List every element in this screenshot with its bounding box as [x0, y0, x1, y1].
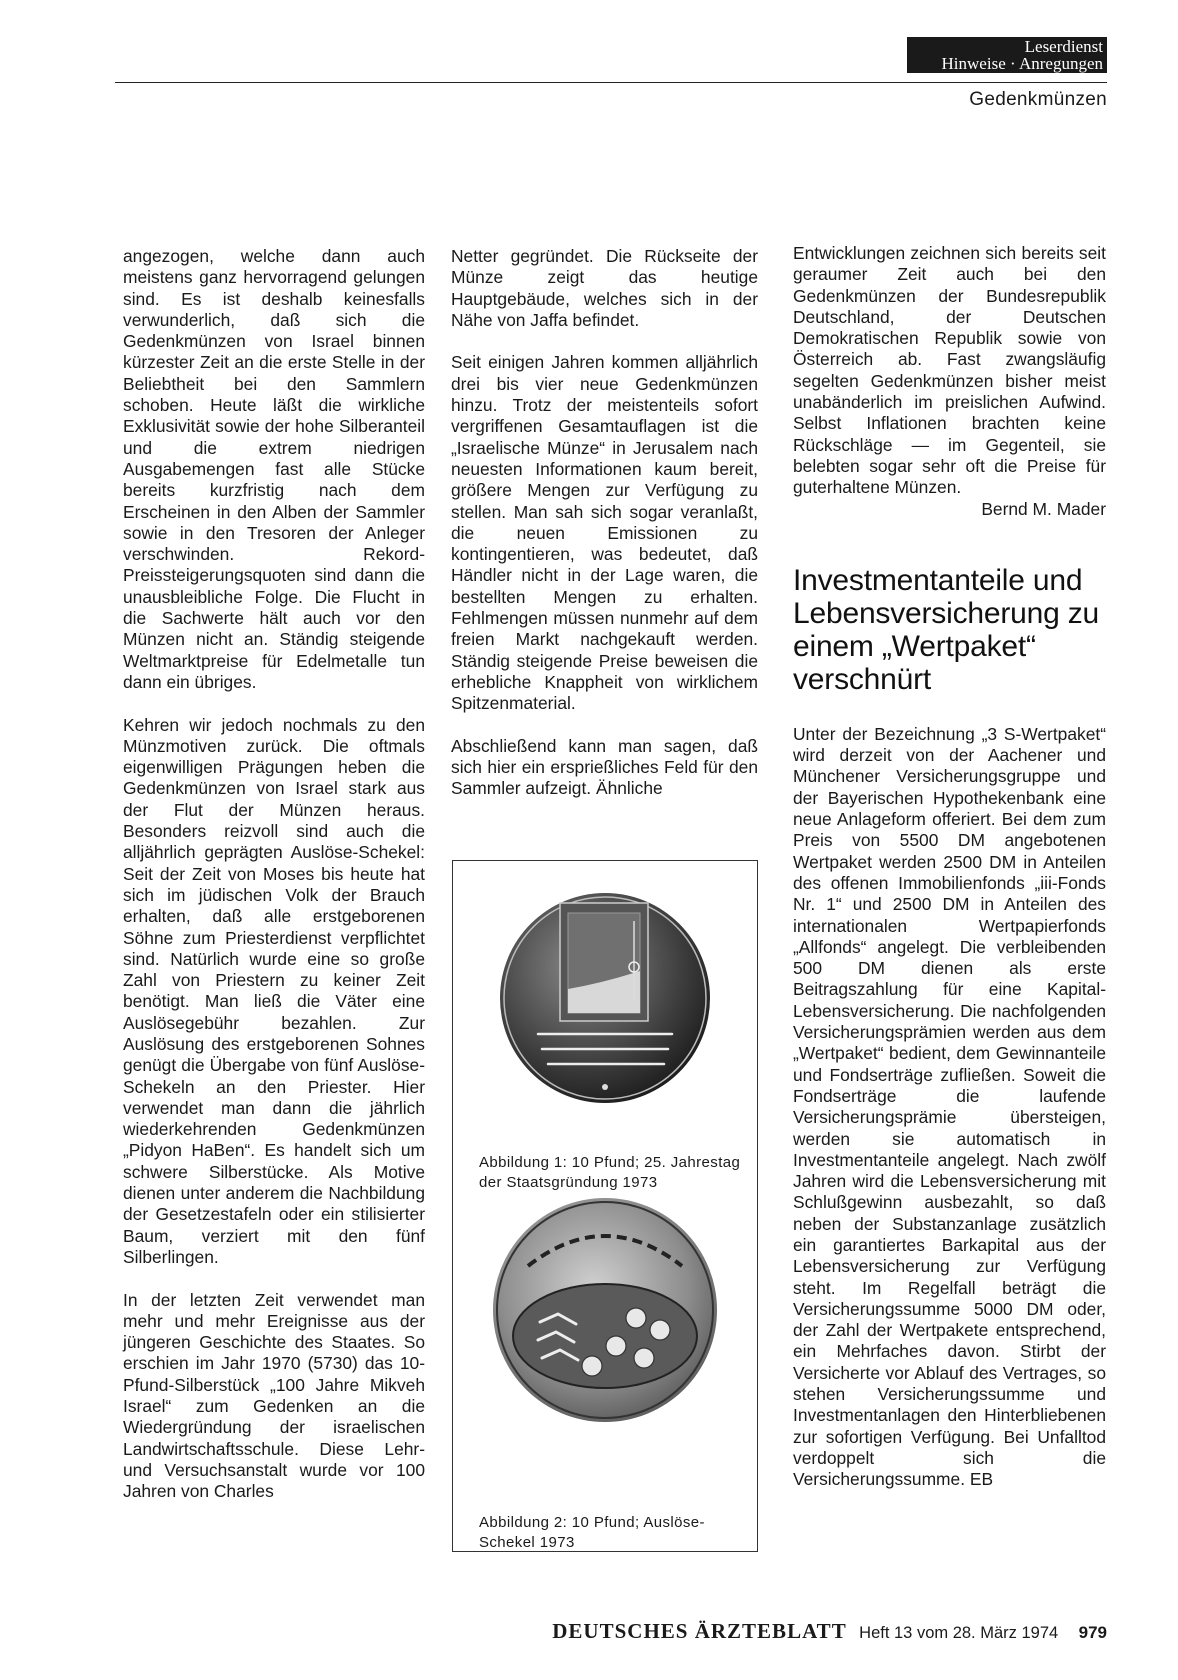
header-line-leserdienst: Leserdienst	[1024, 37, 1103, 56]
magazine-title: DEUTSCHES ÄRZTEBLATT	[552, 1619, 847, 1643]
paragraph: angezogen, welche dann auch meistens ganz hervorragend gelungen sind. Es ist deshalb keinesfalls verwunderlich, daß sich die Gedenkmünzen von Israel binnen kürzester Zeit an die erste Stelle in der Beliebtheit bei den Sammlern schoben. Heute läßt die wirkliche Exklusivität sowie der hohe Silberanteil und die extrem niedrigen Ausgabemengen fast alle Stücke bereits kurzfristig nach dem Erscheinen in den Alben der Sammler sowie in den Tresoren der Anleger verschwinden. Rekord-Preissteigerungsquoten sind dann die unausbleibliche Folge. Die Flucht in die Sachwerte hält auch vor den Münzen nicht an. Ständig steigende Weltmarktpreise für Edelmetalle tun dann ein übriges.	[123, 246, 425, 692]
paragraph: Unter der Bezeichnung „3 S-Wertpaket“ wird derzeit von der Aachener und Münchener Versicherungsgruppe und der Bayerischen Hypothekenbank eine neue Anlageform offeriert. Bei dem zum Preis von 5500 DM angebotenen Wertpaket werden 2500 DM in Anteilen des offenen Immobilienfonds „iii-Fonds Nr. 1“ und 2500 DM in Anteilen des internationalen Wertpapierfonds „Allfonds“ angelegt. Die verbleibenden 500 DM dienen als erste Beitragszahlung für eine Kapital-Lebensversicherung. Die nachfolgenden Versicherungsprämien werden aus dem „Wertpaket“ bedient, dem Gewinnanteile und Fondserträge zufließen. Soweit die Fondserträge die laufende Versicherungsprämie übersteigen, werden sie automatisch in Investmentanteile angelegt. Nach zwölf Jahren wird die Lebensversicherung mit Schlußgewinn ausbezahlt, so daß neben der Substanzanlage zusätzlich ein garantiertes Barkapital aus der Lebensversicherung zur Verfügung steht. Im Regelfall beträgt die Versicherungssumme 5000 DM oder, der Zahl der Wertpakete entsprechend, ein Mehrfaches davon. Stirbt der Versicherte vor Ablauf des Vertrages, so stehen Versicherungssumme und Investmentanlagen den Hinterbliebenen zur sofortigen Verfügung. Bei Unfalltod verdoppelt sich die Versicherungssumme. EB	[793, 723, 1106, 1490]
issue-info: Heft 13 vom 28. März 1974	[859, 1624, 1059, 1642]
text-column-2	[451, 246, 758, 800]
coin-image-1	[498, 891, 712, 1105]
coin-image-2	[488, 1196, 722, 1424]
paragraph: Seit einigen Jahren kommen alljährlich drei bis vier neue Gedenkmünzen hinzu. Trotz der meistenteils sofort vergriffenen Gesamtauflagen ist die „Israelische Münze“ in Jerusalem nach neuesten Informationen kaum bereit, größere Mengen zur Verfügung zu stellen. Man sah sich sogar veranlaßt, die neuen Emissionen zu kontingentieren, was bedeutet, daß Händler nicht in der Lage waren, die bestellten Mengen zu erhalten. Fehlmengen müssen nunmehr auf dem freien Markt nachgekauft werden. Ständig steigende Preise beweisen die erhebliche Knappheit von wirklichem Spitzenmaterial.	[451, 352, 758, 714]
author-name: Bernd M. Mader	[981, 498, 1106, 519]
page-number: 979	[1078, 1623, 1107, 1642]
section-title: Gedenkmünzen	[969, 89, 1107, 110]
paragraph: Netter gegründet. Die Rückseite der Münze zeigt das heutige Hauptgebäude, welches sich in der Nähe von Jaffa befindet.	[451, 246, 758, 330]
text-column-3	[793, 243, 1106, 1491]
section-header-box	[907, 37, 1107, 73]
figure-caption-1: Abbildung 1: 10 Pfund; 25. Jahrestag der Staatsgründung 1973	[479, 1154, 741, 1191]
text-column-1	[123, 246, 425, 1503]
paragraph: Abschließend kann man sagen, daß sich hier ein ersprießliches Feld für den Sammler aufzeigt. Ähnliche	[451, 735, 758, 799]
figure-box	[452, 860, 758, 1552]
header-line-hinweise: Hinweise · Anregungen	[941, 54, 1103, 73]
paragraph: Entwicklungen zeichnen sich bereits seit geraumer Zeit auch bei den Gedenkmünzen der Bundesrepublik Deutschland, der Deutschen Demokratischen Republik sowie von Österreich ab. Fast zwangsläufig segelten Gedenkmünzen bisher meist unabänderlich im preislichen Aufwind. Selbst Inflationen brachten keine Rückschläge — im Gegenteil, sie belebten sogar sehr oft die Preise für guterhaltene Münzen.	[793, 243, 1106, 498]
paragraph: Kehren wir jedoch nochmals zu den Münzmotiven zurück. Die oftmals eigenwilligen Prägungen heben die Gedenkmünzen von Israel stark aus der Flut der Münzen heraus. Besonders reizvoll sind auch die alljährlich geprägten Auslöse-Schekel: Seit der Zeit von Moses bis heute hat sich im jüdischen Volk der Brauch erhalten, daß alle erstgeborenen Söhne zum Priesterdienst verpflichtet sind. Natürlich wurde eine so große Zahl von Priestern zu keiner Zeit benötigt. Man ließ die Väter eine Auslösegebühr bezahlen. Zur Auslösung des erstgeborenen Sohnes genügt die Übergabe von fünf Auslöse-Schekeln an den Priester. Hier verwendet man dann die jährlich wiederkehrenden Gedenkmünzen „Pidyon HaBen“. Es handelt sich um schwere Silberstücke. Als Motive dienen unter anderem die Nachbildung der Gesetzestafeln oder ein stilisierter Baum, verziert mit den fünf Silberlingen.	[123, 714, 425, 1267]
figure-caption-2: Abbildung 2: 10 Pfund; Auslöse-Schekel 1973	[479, 1514, 705, 1551]
paragraph: In der letzten Zeit verwendet man mehr und mehr Ereignisse aus der jüngeren Geschichte des Staates. So erschien im Jahr 1970 (5730) das 10-Pfund-Silberstück „100 Jahre Mikveh Israel“ zum Gedenken an die Wiedergründung der israelischen Landwirtschaftsschule. Diese Lehr- und Versuchsanstalt wurde vor 100 Jahren von Charles	[123, 1289, 425, 1502]
page-footer	[552, 1619, 1107, 1644]
article-heading: Investmentanteile und Lebensversicherung zu einem „Wertpaket“ verschnürt	[793, 563, 1099, 696]
header-rule	[115, 82, 1107, 83]
